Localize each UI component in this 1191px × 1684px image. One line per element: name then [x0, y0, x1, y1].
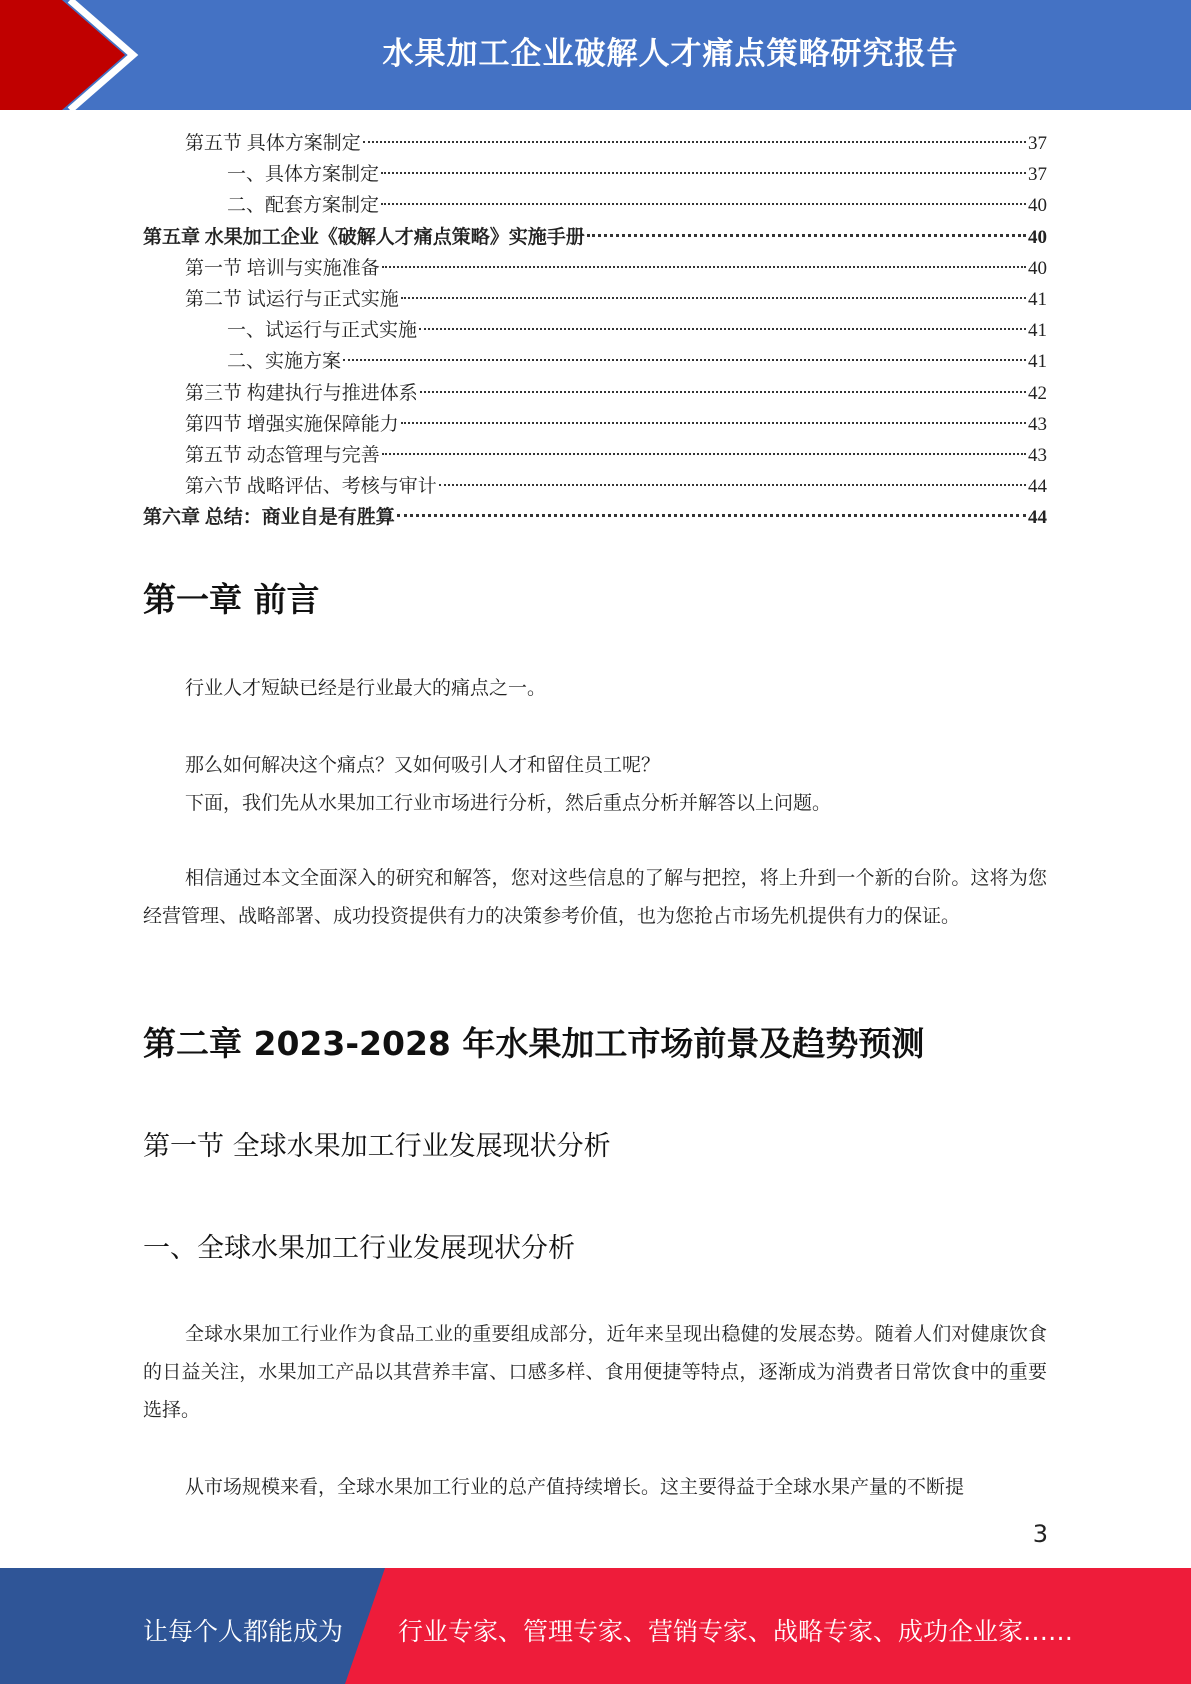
paragraph: 行业人才短缺已经是行业最大的痛点之一。: [185, 678, 547, 699]
toc-entry-title: 第五节 动态管理与完善: [185, 444, 380, 466]
toc-entry-page: 42: [1028, 382, 1047, 404]
toc-entry-title: 二、配套方案制定: [227, 195, 380, 217]
paragraph: 相信通过本文全面深入的研究和解答，您对这些信息的了解与把控，将上升到一个新的台阶。这将为您经营管理、战略部署、成功投资提供有力的决策参考价值，也为您抢占市场先机提供有力的保证。: [143, 868, 1047, 927]
section-heading: 第一节 全球水果加工行业发展现状分析: [143, 1131, 611, 1162]
toc-dot-leader: [419, 328, 1026, 330]
footer-slogan-left: 让每个人都能成为: [143, 1617, 344, 1646]
paragraph: 从市场规模来看，全球水果加工行业的总产值持续增长。这主要得益于全球水果产量的不断提: [185, 1477, 965, 1498]
toc-entry[interactable]: [143, 222, 1047, 253]
toc-dot-leader: [382, 453, 1026, 455]
toc-entry[interactable]: [143, 128, 1047, 159]
report-title: 水果加工企业破解人才痛点策略研究报告: [382, 36, 959, 72]
table-of-contents: [143, 128, 1047, 533]
toc-entry-title: 一、试运行与正式实施: [227, 320, 418, 342]
toc-entry-page: 37: [1028, 133, 1047, 154]
toc-entry[interactable]: [143, 159, 1047, 190]
toc-entry-title: 第四节 增强实施保障能力: [185, 413, 399, 435]
toc-dot-leader: [401, 422, 1026, 424]
toc-entry-page: 41: [1028, 351, 1047, 373]
toc-entry-page: 41: [1028, 320, 1047, 342]
toc-entry[interactable]: [143, 315, 1047, 346]
toc-dot-leader: [439, 484, 1026, 486]
toc-dot-leader: [420, 391, 1026, 393]
toc-entry-title: 第五节 具体方案制定: [185, 133, 361, 154]
toc-entry-page: 40: [1028, 195, 1047, 217]
toc-entry[interactable]: [143, 471, 1047, 502]
toc-entry-title: 第一节 培训与实施准备: [185, 257, 380, 279]
toc-entry[interactable]: [143, 378, 1047, 409]
toc-dot-leader: [381, 203, 1026, 205]
subsection-heading: 一、全球水果加工行业发展现状分析: [143, 1233, 575, 1264]
toc-dot-leader: [587, 234, 1026, 237]
toc-entry[interactable]: [143, 409, 1047, 440]
toc-entry-title: 二、实施方案: [227, 351, 342, 373]
page-number: 3: [1032, 1520, 1048, 1548]
toc-entry-title: 第二节 试运行与正式实施: [185, 288, 399, 310]
toc-dot-leader: [397, 514, 1026, 517]
toc-entry-page: 40: [1028, 257, 1047, 279]
footer-slogan-right: 行业专家、管理专家、营销专家、战略专家、成功企业家……: [398, 1617, 1074, 1646]
toc-entry-title: 第六节 战略评估、考核与审计: [185, 476, 437, 498]
toc-entry-page: 43: [1028, 413, 1047, 435]
toc-entry[interactable]: [143, 440, 1047, 471]
page-footer: [0, 1568, 1191, 1684]
toc-entry-title: 第六章 总结：商业自是有胜算: [143, 507, 395, 529]
paragraph: 全球水果加工行业作为食品工业的重要组成部分，近年来呈现出稳健的发展态势。随着人们对健康饮食的日益关注，水果加工产品以其营养丰富、口感多样、食用便捷等特点，逐渐成为消费者日常饮食中的重要选择。: [143, 1324, 1047, 1421]
toc-dot-leader: [381, 172, 1026, 174]
toc-dot-leader: [401, 297, 1026, 299]
chapter-2-heading: 第二章 2023-2028 年水果加工市场前景及趋势预测: [143, 1024, 925, 1063]
toc-dot-leader: [343, 359, 1026, 361]
toc-entry-page: 43: [1028, 444, 1047, 466]
toc-dot-leader: [382, 266, 1026, 268]
toc-dot-leader: [363, 141, 1026, 143]
toc-entry-page: 44: [1028, 476, 1047, 498]
paragraph: 那么如何解决这个痛点？又如何吸引人才和留住员工呢？: [185, 755, 661, 776]
toc-entry-title: 一、具体方案制定: [227, 164, 380, 186]
toc-entry-page: 40: [1028, 226, 1047, 248]
paragraph: 下面，我们先从水果加工行业市场进行分析，然后重点分析并解答以上问题。: [185, 793, 832, 814]
toc-entry[interactable]: [143, 346, 1047, 377]
toc-entry[interactable]: [143, 190, 1047, 221]
toc-entry[interactable]: [143, 284, 1047, 315]
chapter-1-heading: 第一章 前言: [143, 580, 320, 619]
toc-entry-page: 41: [1028, 288, 1047, 310]
toc-entry[interactable]: [143, 502, 1047, 533]
page-header: [0, 0, 1191, 110]
toc-entry-page: 44: [1028, 507, 1047, 529]
toc-entry-title: 第五章 水果加工企业《破解人才痛点策略》实施手册: [143, 226, 585, 248]
toc-entry-title: 第三节 构建执行与推进体系: [185, 382, 418, 404]
header-red-chevron: [0, 0, 150, 110]
toc-entry-page: 37: [1028, 164, 1047, 186]
toc-entry[interactable]: [143, 253, 1047, 284]
